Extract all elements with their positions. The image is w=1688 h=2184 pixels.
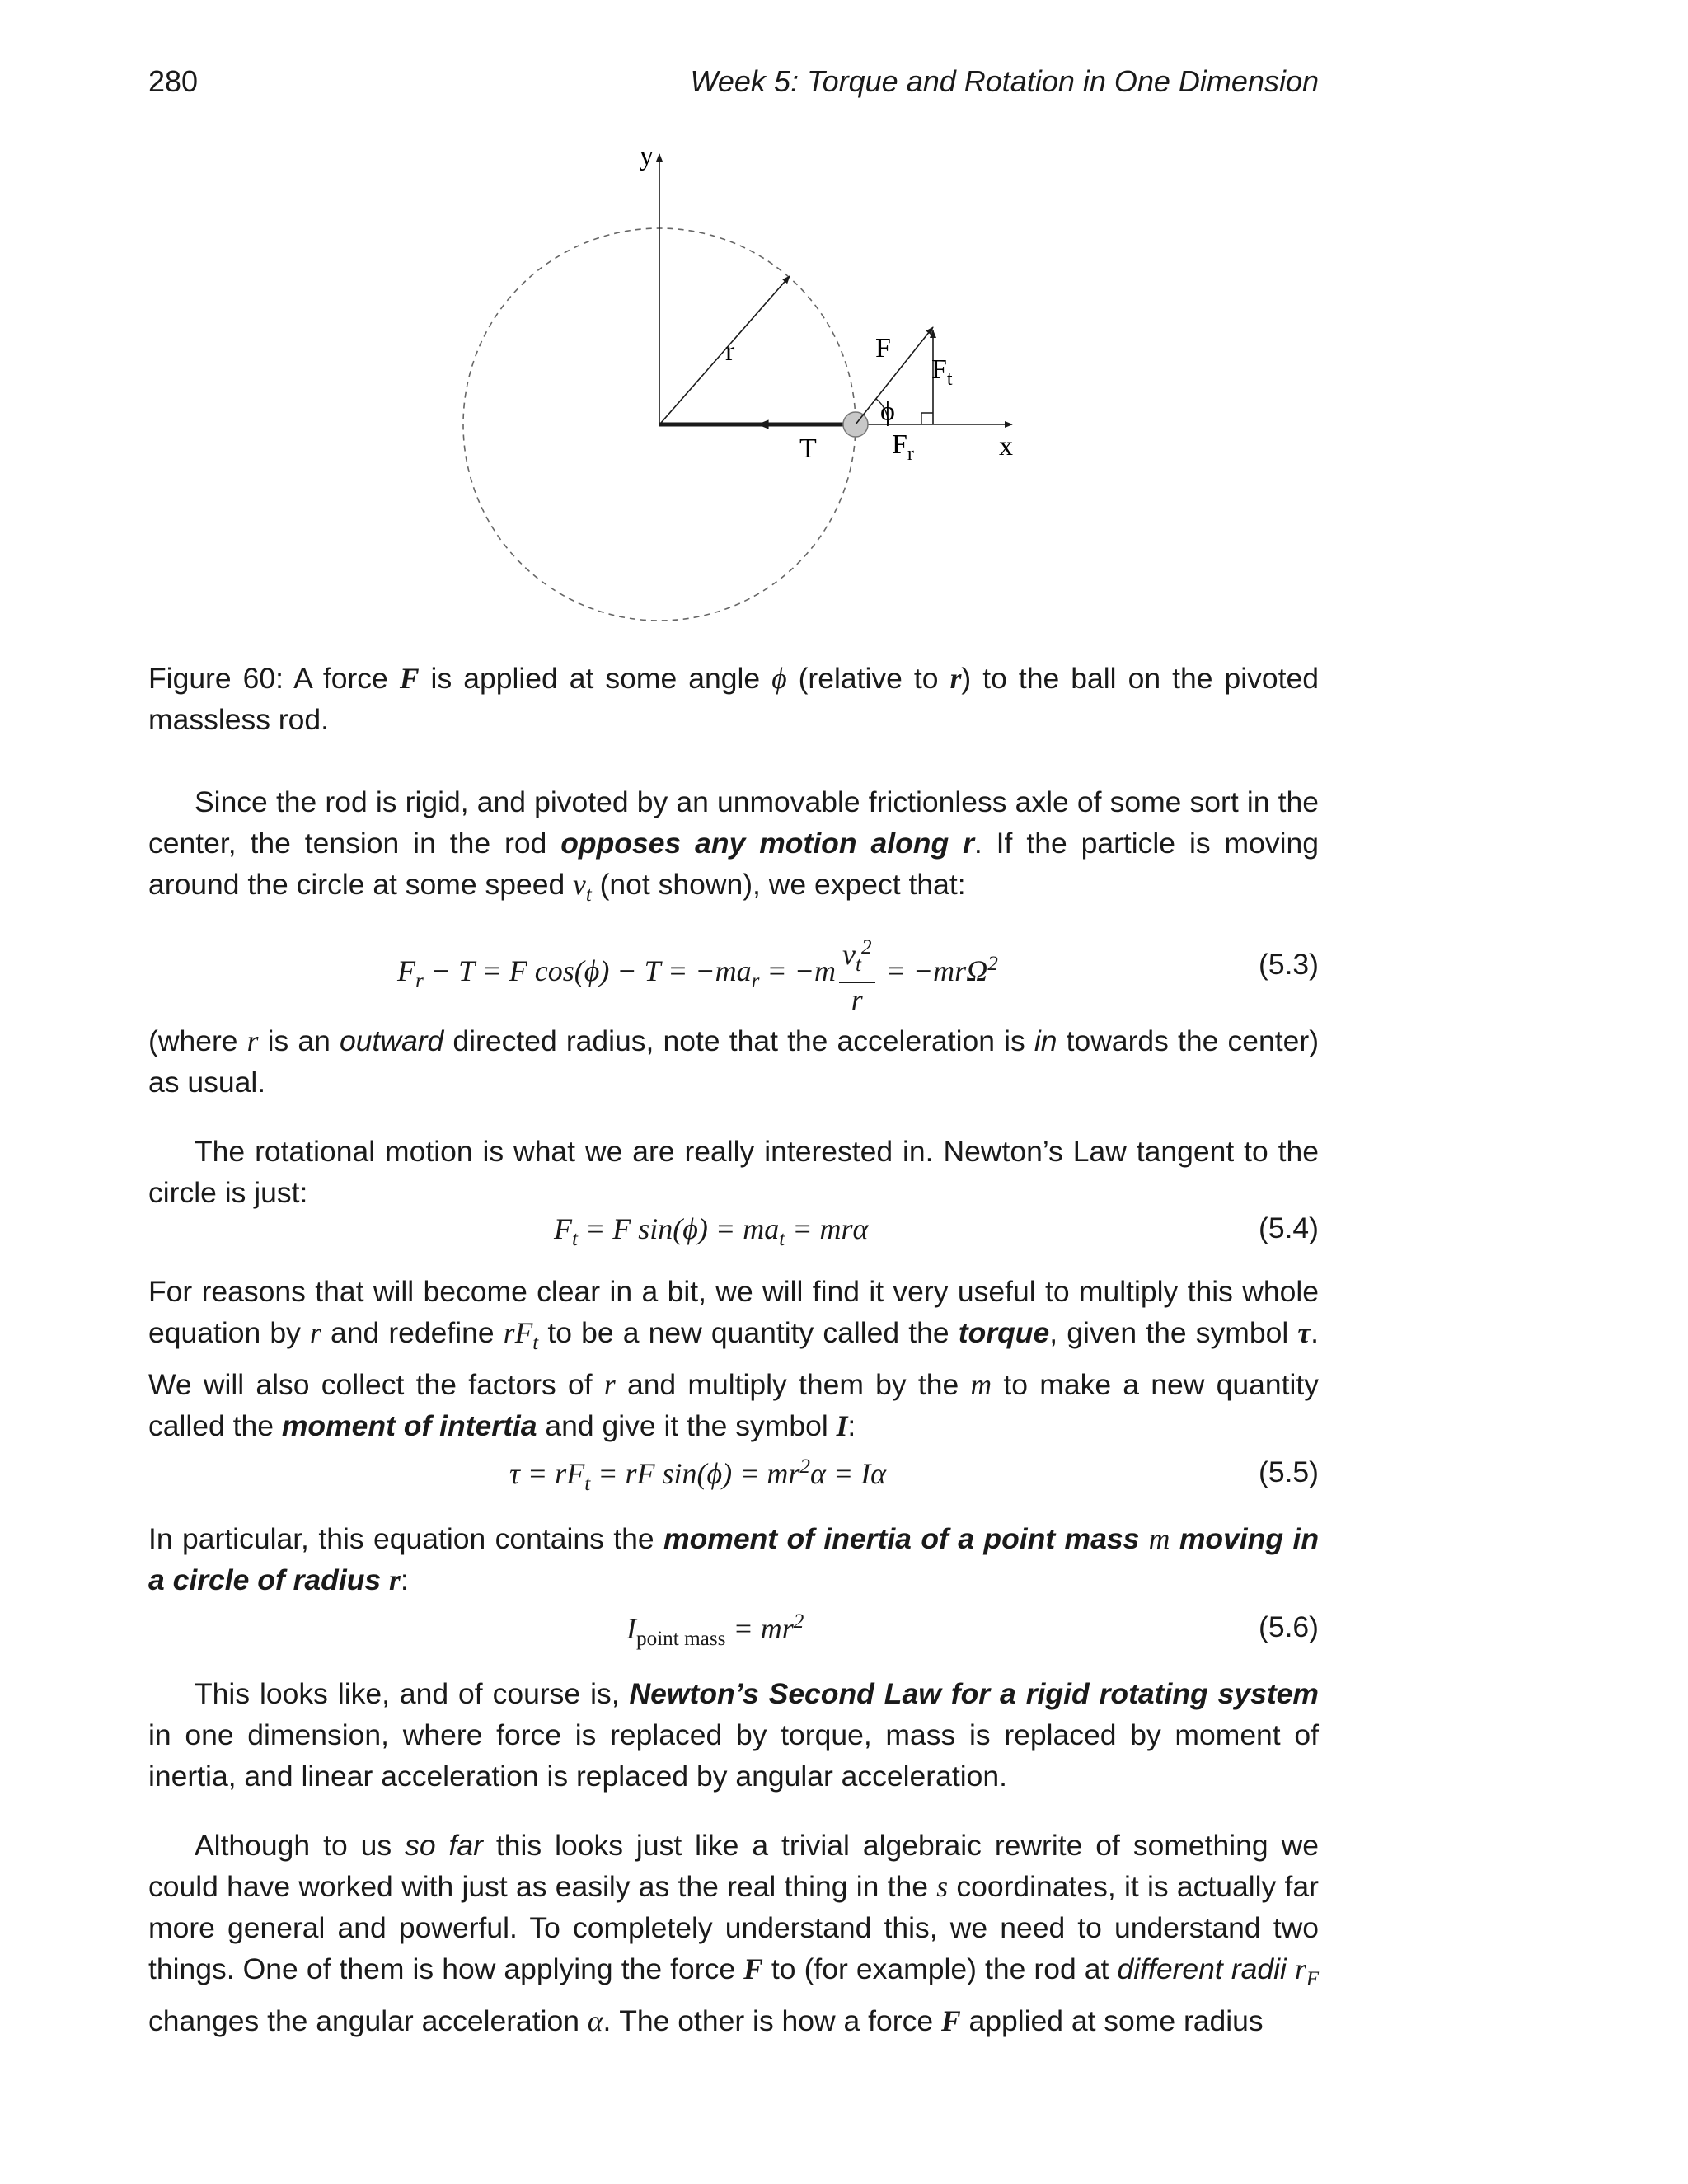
- text: and redefine: [321, 1316, 504, 1349]
- text: to (for example) the rod at: [762, 1952, 1118, 1985]
- emphasis: moment of intertia: [281, 1409, 537, 1443]
- equation-5-6: [148, 1610, 1319, 1660]
- running-header: Week 5: Torque and Rotation in One Dimension: [690, 64, 1319, 98]
- text: Although to us: [195, 1829, 406, 1862]
- r: r: [1295, 1952, 1306, 1985]
- sub: r: [415, 970, 424, 993]
- text: Since the rod is rigid, and pivoted by an unmovable frictionless axle of some sort in the center, the tension in the rod: [148, 785, 1319, 860]
- s-symbol: s: [936, 1870, 949, 1903]
- radius-label: r: [725, 336, 735, 367]
- rhs: α = Iα: [810, 1457, 887, 1490]
- emphasis: different radii: [1117, 1952, 1287, 1985]
- text: :: [400, 1563, 409, 1596]
- equation-number: (5.3): [1259, 948, 1319, 981]
- equation-number: (5.4): [1259, 1212, 1319, 1244]
- r-symbol: r: [389, 1563, 401, 1596]
- equation-5-5: [148, 1455, 1319, 1505]
- text: and give it the symbol: [537, 1409, 837, 1443]
- text: . We will also collect the factors of: [148, 1316, 1319, 1402]
- sub: t: [779, 1228, 785, 1251]
- tangential-force-label: [931, 354, 953, 390]
- y-axis-label: y: [640, 141, 654, 171]
- v: v: [842, 938, 856, 971]
- F-vector: F: [940, 2004, 961, 2038]
- right-angle-marker: [921, 413, 933, 424]
- rFt-symbol: [503, 1316, 539, 1355]
- sup: 2: [799, 1455, 810, 1478]
- text: (not shown), we expect that:: [591, 868, 966, 901]
- text: [1287, 1952, 1295, 1985]
- text: directed radius, note that the acceleration is: [443, 1024, 1034, 1057]
- sub: F: [1306, 1968, 1320, 1991]
- mid: = F sin(ϕ) = ma: [578, 1212, 780, 1245]
- sup: 2: [987, 952, 998, 975]
- sub: t: [584, 1473, 591, 1496]
- emphasis: opposes any motion along r: [560, 827, 974, 860]
- text: (where: [148, 1024, 247, 1057]
- caption-text: is applied at some angle: [419, 662, 772, 695]
- tension-label: T: [799, 434, 817, 464]
- paragraph-3: The rotational motion is what we are really interested in. Newton’s Law tangent to the circle is just:: [148, 1135, 1319, 1209]
- speed-symbol: [573, 868, 592, 907]
- sub: t: [532, 1332, 539, 1355]
- F-vector: F: [743, 1952, 763, 1985]
- tangential-force-subscript: t: [946, 368, 953, 390]
- fraction: [839, 931, 875, 1016]
- text: in one dimension, where force is replaced by torque, mass is replaced by moment of inertia, and linear acceleration is replaced by angular acceleration.: [148, 1718, 1319, 1793]
- text: changes the angular acceleration: [148, 2004, 588, 2038]
- radial-force-subscript: r: [907, 443, 914, 465]
- emphasis: outward: [339, 1024, 444, 1057]
- text: :: [847, 1409, 856, 1443]
- rhs: = mrα: [785, 1212, 869, 1245]
- paragraph-2: [148, 1020, 1319, 1103]
- text: . The other is how a force: [603, 2004, 941, 2038]
- m-symbol: m: [1148, 1522, 1170, 1555]
- I: I: [626, 1612, 636, 1645]
- text: this looks just like a trivial algebraic rewrite of something we could have worked with just as easily as the real thing in the: [148, 1829, 1319, 1903]
- text: , given the symbol: [1049, 1316, 1298, 1349]
- sub: point mass: [636, 1628, 726, 1651]
- caption-phi: ϕ: [771, 662, 787, 695]
- sup: 2: [793, 1610, 804, 1633]
- caption-r-vector: r: [950, 662, 962, 695]
- radial-force-label: [892, 429, 914, 465]
- numerator: [839, 931, 875, 983]
- text: is an: [258, 1024, 340, 1057]
- x-axis-label: x: [999, 431, 1013, 462]
- eq2: = −m: [759, 954, 837, 987]
- mid: − T = F cos(ϕ) − T = −ma: [423, 954, 752, 987]
- equation-number: (5.5): [1259, 1455, 1319, 1488]
- rotation-diagram: [445, 136, 1039, 647]
- rhs: = −mrΩ: [878, 954, 988, 987]
- figure-caption: [148, 658, 1319, 740]
- emphasis: moving in a circle of radius: [148, 1522, 1319, 1596]
- radial-force-symbol: F: [892, 429, 907, 460]
- emphasis: so far: [405, 1829, 483, 1862]
- equation-body: [554, 1212, 868, 1251]
- paragraph-7: [148, 1825, 1319, 2041]
- tau-symbol: τ: [1297, 1316, 1311, 1349]
- sub: r: [751, 970, 760, 993]
- text: coordinates, it is actually far more general and powerful. To completely understand this, we need to understand two things. One of them is how applying the force: [148, 1870, 1319, 1985]
- caption-text: Figure 60: A force: [148, 662, 400, 695]
- rF: rF: [503, 1316, 533, 1349]
- mid: = mr: [725, 1612, 794, 1645]
- I-symbol: I: [836, 1409, 848, 1443]
- equation-body: [397, 931, 998, 1016]
- text: and multiply them by the: [615, 1368, 971, 1402]
- equation-5-4: [148, 1212, 1319, 1261]
- tau: τ = rF: [509, 1457, 585, 1490]
- text: towards the center) as usual.: [148, 1024, 1320, 1099]
- r-symbol: r: [310, 1316, 321, 1349]
- emphasis: torque: [958, 1316, 1050, 1349]
- caption-force-vector: F: [399, 662, 420, 695]
- equation-number: (5.6): [1259, 1610, 1319, 1643]
- m-symbol: m: [970, 1368, 992, 1402]
- t-sub: t: [585, 883, 592, 907]
- text: to be a new quantity called the: [538, 1316, 959, 1349]
- text: In particular, this equation contains the: [148, 1522, 663, 1555]
- caption-text: (relative to: [786, 662, 950, 695]
- v: v: [573, 868, 586, 901]
- alpha-symbol: α: [587, 2004, 603, 2038]
- paragraph-5: [148, 1518, 1319, 1601]
- Ft: F: [554, 1212, 572, 1245]
- paragraph-6: [148, 1673, 1319, 1797]
- r-symbol: r: [246, 1024, 259, 1057]
- page-number: 280: [148, 64, 199, 98]
- caption-text: ) to the ball on the pivoted massless rod.: [148, 662, 1319, 736]
- rF-symbol: [1295, 1952, 1320, 1991]
- angle-label: ϕ: [880, 396, 895, 427]
- text: This looks like, and of course is,: [195, 1677, 630, 1710]
- sup: 2: [861, 936, 872, 958]
- force-label: F: [875, 333, 891, 363]
- paragraph-1: [148, 781, 1319, 916]
- sub: t: [572, 1228, 578, 1251]
- emphasis: moment of inertia of a point mass: [663, 1522, 1149, 1555]
- text: . If the particle is moving around the circle at some speed: [148, 827, 1319, 901]
- tangential-force-symbol: F: [931, 354, 947, 385]
- text: applied at some radius: [960, 2004, 1264, 2038]
- r-symbol: r: [603, 1368, 616, 1402]
- equation-5-3: [148, 931, 1319, 1017]
- text: For reasons that will become clear in a bit, we will find it very useful to multiply this whole equation by: [148, 1275, 1319, 1349]
- emphasis: Newton’s Second Law for a rigid rotating system: [629, 1677, 1319, 1710]
- denominator: r: [851, 983, 863, 1017]
- paragraph-4: [148, 1271, 1319, 1446]
- text: to make a new quantity called the: [148, 1368, 1320, 1443]
- emphasis: in: [1034, 1024, 1057, 1057]
- equation-body: [626, 1610, 804, 1651]
- equation-body: [509, 1455, 886, 1496]
- sub: t: [856, 954, 861, 977]
- mid: = rF sin(ϕ) = mr: [590, 1457, 800, 1490]
- Fr: F: [397, 954, 415, 987]
